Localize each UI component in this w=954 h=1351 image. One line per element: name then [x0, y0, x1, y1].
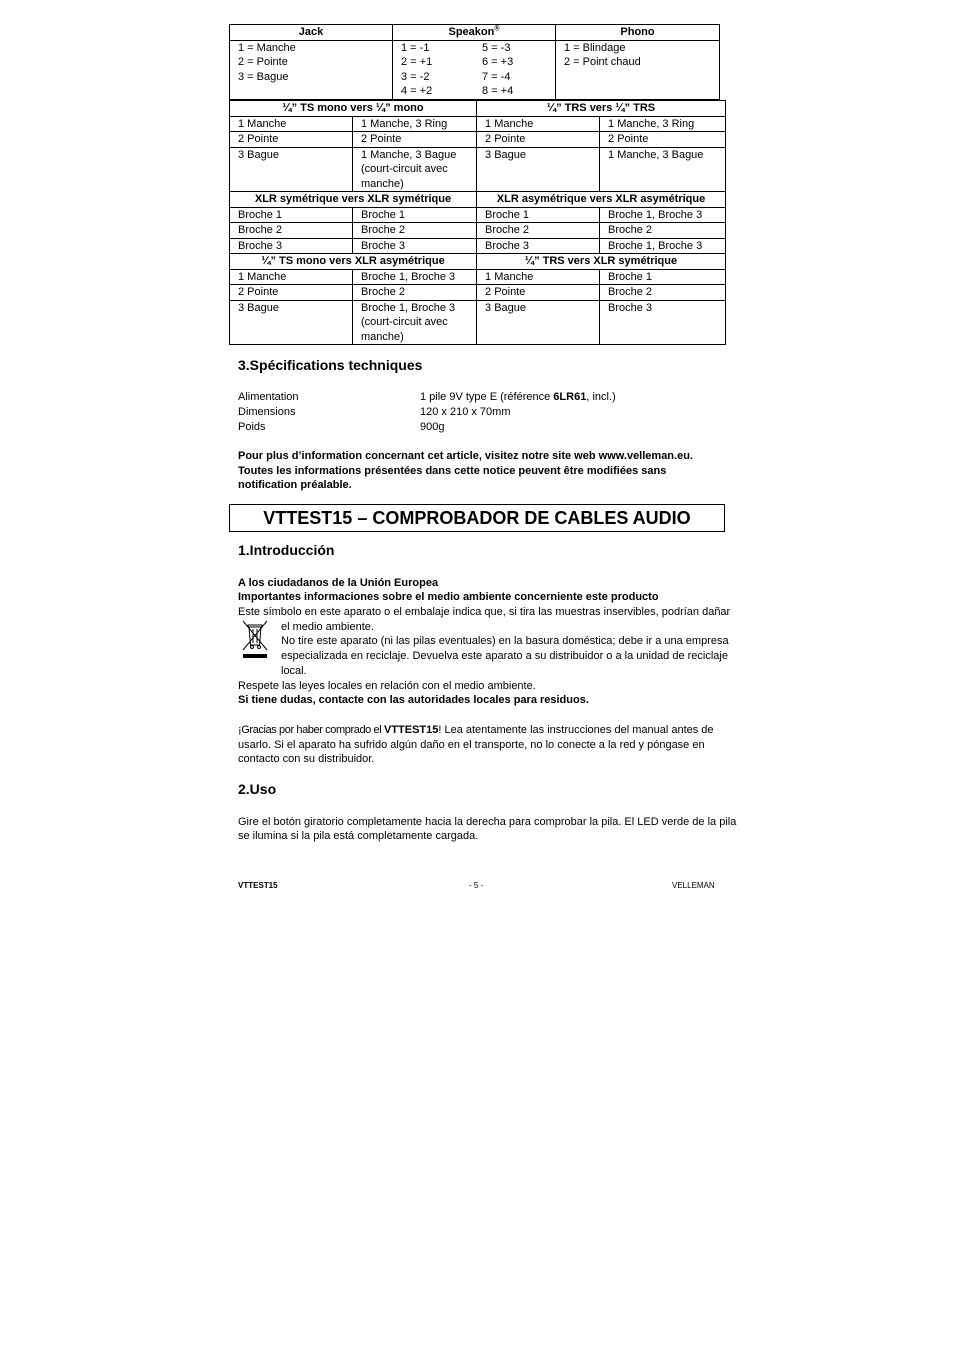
thanks-text-part: ! Lea atentamente las instrucciones del manual antes de — [438, 724, 714, 736]
thanks-text-part: ¡Gracias por haber comprado el — [238, 724, 384, 736]
header-phono: Phono — [556, 25, 720, 41]
section-header-row — [230, 192, 726, 208]
phono-pins — [556, 40, 720, 99]
table-cell: Broche 1, Broche 3 — [353, 269, 477, 285]
table-cell: 3 Bague — [230, 300, 353, 345]
table-cell: Broche 2 — [353, 223, 477, 239]
table-cell: 3 Bague — [230, 147, 353, 192]
table-cell: Broche 1 — [353, 207, 477, 223]
spec-label: Alimentation — [238, 391, 299, 403]
header-jack: Jack — [230, 25, 393, 41]
spec-value: 120 x 210 x 70mm — [420, 406, 511, 418]
spec-value: 900g — [420, 421, 445, 433]
specs-note-website: Pour plus d’information concernant cet article, visitez notre site web www.velleman.eu. — [238, 450, 693, 462]
table-cell: 2 Pointe — [600, 132, 726, 148]
eu-text: No tire este aparato (ni las pilas eventuales) en la basura doméstica; debe ir a una empresa — [281, 635, 729, 647]
table-row — [230, 223, 726, 239]
speakon-pin: 2 = +1 — [401, 56, 433, 68]
section-title-right: XLR asymétrique vers XLR asymétrique — [477, 192, 726, 208]
specs-heading: 3.Spécifications techniques — [238, 357, 423, 373]
table-cell: 1 Manche, 3 Ring — [600, 116, 726, 132]
specs-note-disclaimer: Toutes les informations présentées dans cette notice peuvent être modifiées sans notification préalable. — [238, 465, 667, 491]
eu-text-bold: Si tiene dudas, contacte con las autoridades locales para residuos. — [238, 694, 589, 706]
speakon-pin: 6 = +3 — [482, 56, 514, 68]
table-row — [230, 269, 726, 285]
section-header-row — [230, 101, 726, 117]
speakon-pin: 3 = -2 — [401, 70, 430, 83]
table-cell: 2 Pointe — [230, 285, 353, 301]
table-cell: 3 Bague — [477, 300, 600, 345]
eu-text: especializada en reciclaje. Devuelva este aparato a su distribuidor o a la unidad de reciclaje — [281, 650, 728, 662]
section-title-left: ¼” TS mono vers ¼” mono — [230, 101, 477, 117]
table-cell: 2 Pointe — [230, 132, 353, 148]
table-cell: 2 Pointe — [353, 132, 477, 148]
eu-text: local. — [281, 665, 307, 677]
section-header-row — [230, 254, 726, 270]
table-row — [230, 116, 726, 132]
table-row — [230, 147, 726, 192]
wiring-table — [229, 100, 726, 345]
table-cell: Broche 3 — [600, 300, 726, 345]
table-cell: Broche 3 — [230, 238, 353, 254]
spec-label: Dimensions — [238, 406, 296, 418]
footer-page-number: - 5 - — [469, 881, 484, 890]
table-cell: Broche 2 — [600, 223, 726, 239]
thanks-text — [238, 723, 714, 737]
spec-value-bold: 6LR61 — [553, 391, 587, 403]
table-row — [230, 132, 726, 148]
eu-text: el medio ambiente. — [281, 621, 374, 633]
connector-header-row — [230, 25, 720, 41]
table-cell: 1 Manche — [230, 269, 353, 285]
thanks-text: contacto con su distribuidor. — [238, 753, 375, 765]
crossed-bin-icon — [240, 618, 270, 660]
table-cell: 1 Manche, 3 Bague — [600, 147, 726, 192]
table-row — [230, 285, 726, 301]
uso-text: se ilumina si la pila está completamente cargada. — [238, 830, 479, 842]
thanks-text: usarlo. Si el aparato ha sufrido algún daño en el transporte, no lo conecte a la red y póngase en — [238, 739, 705, 751]
eu-title: A los ciudadanos de la Unión Europea — [238, 577, 439, 589]
table-cell: 1 Manche — [477, 269, 600, 285]
speakon-pins — [393, 40, 556, 99]
table-cell: 1 Manche — [477, 116, 600, 132]
section-title-left: XLR symétrique vers XLR symétrique — [230, 192, 477, 208]
speakon-pin: 4 = +2 — [401, 85, 433, 97]
table-cell: Broche 2 — [600, 285, 726, 301]
section-title-left: ¼” TS mono vers XLR asymétrique — [230, 254, 477, 270]
table-cell: Broche 2 — [477, 223, 600, 239]
eu-text: Respete las leyes locales en relación con el medio ambiente. — [238, 680, 536, 692]
header-speakon — [393, 25, 556, 41]
section-title-right: ¼” TRS vers XLR symétrique — [477, 254, 726, 270]
table-cell: Broche 3 — [477, 238, 600, 254]
phono-pin: 1 = Blindage — [564, 41, 626, 54]
table-row — [230, 238, 726, 254]
speakon-pin: 1 = -1 — [401, 41, 430, 54]
table-cell: Broche 1 — [230, 207, 353, 223]
table-cell: Broche 2 — [230, 223, 353, 239]
table-cell: 1 Manche — [230, 116, 353, 132]
section-banner: VTTEST15 – COMPROBADOR DE CABLES AUDIO — [229, 504, 725, 532]
table-cell: 1 Manche, 3 Bague (court-circuit avec manche) — [353, 147, 477, 192]
jack-pin: 2 = Pointe — [238, 56, 288, 68]
table-cell: Broche 3 — [353, 238, 477, 254]
table-cell: Broche 1 — [477, 207, 600, 223]
table-row — [230, 300, 726, 345]
table-row — [230, 207, 726, 223]
table-cell: 2 Pointe — [477, 132, 600, 148]
eu-text: Este símbolo en este aparato o el embalaje indica que, si tira las muestras inservibles, podrían dañar — [238, 606, 731, 618]
speakon-pin: 5 = -3 — [482, 41, 511, 54]
phono-pin: 2 = Point chaud — [564, 56, 641, 68]
table-cell: Broche 1, Broche 3 (court-circuit avec manche) — [353, 300, 477, 345]
footer-left: VTTEST15 — [238, 881, 278, 890]
eu-subtitle: Importantes informaciones sobre el medio ambiente concerniente este producto — [238, 591, 659, 603]
spec-value-text: , incl.) — [586, 391, 616, 403]
spec-value-text: 1 pile 9V type E (référence — [420, 391, 554, 403]
product-name: VTTEST15 — [383, 724, 439, 736]
jack-pins — [230, 40, 393, 99]
table-cell: Broche 1 — [600, 269, 726, 285]
spec-label: Poids — [238, 421, 266, 433]
intro-heading: 1.Introducción — [238, 542, 335, 558]
speakon-pin: 8 = +4 — [482, 85, 514, 97]
uso-text: Gire el botón giratorio completamente hacia la derecha para comprobar la pila. El LED verde de la pila — [238, 816, 737, 828]
table-cell: 3 Bague — [477, 147, 600, 192]
footer-right: VELLEMAN — [672, 881, 715, 890]
speakon-pin: 7 = -4 — [482, 70, 511, 83]
jack-pin: 1 = Manche — [238, 41, 296, 54]
table-cell: Broche 1, Broche 3 — [600, 238, 726, 254]
table-cell: 1 Manche, 3 Ring — [353, 116, 477, 132]
connector-body-row — [230, 40, 720, 99]
table-cell: 2 Pointe — [477, 285, 600, 301]
header-speakon-label: Speakon — [448, 26, 495, 38]
connector-table — [229, 24, 720, 100]
uso-heading: 2.Uso — [238, 781, 277, 797]
section-title-right: ¼” TRS vers ¼” TRS — [477, 101, 726, 117]
registered-mark: ® — [494, 25, 500, 33]
table-cell: Broche 1, Broche 3 — [600, 207, 726, 223]
table-cell: Broche 2 — [353, 285, 477, 301]
jack-pin: 3 = Bague — [238, 70, 289, 83]
spec-value — [420, 390, 616, 404]
